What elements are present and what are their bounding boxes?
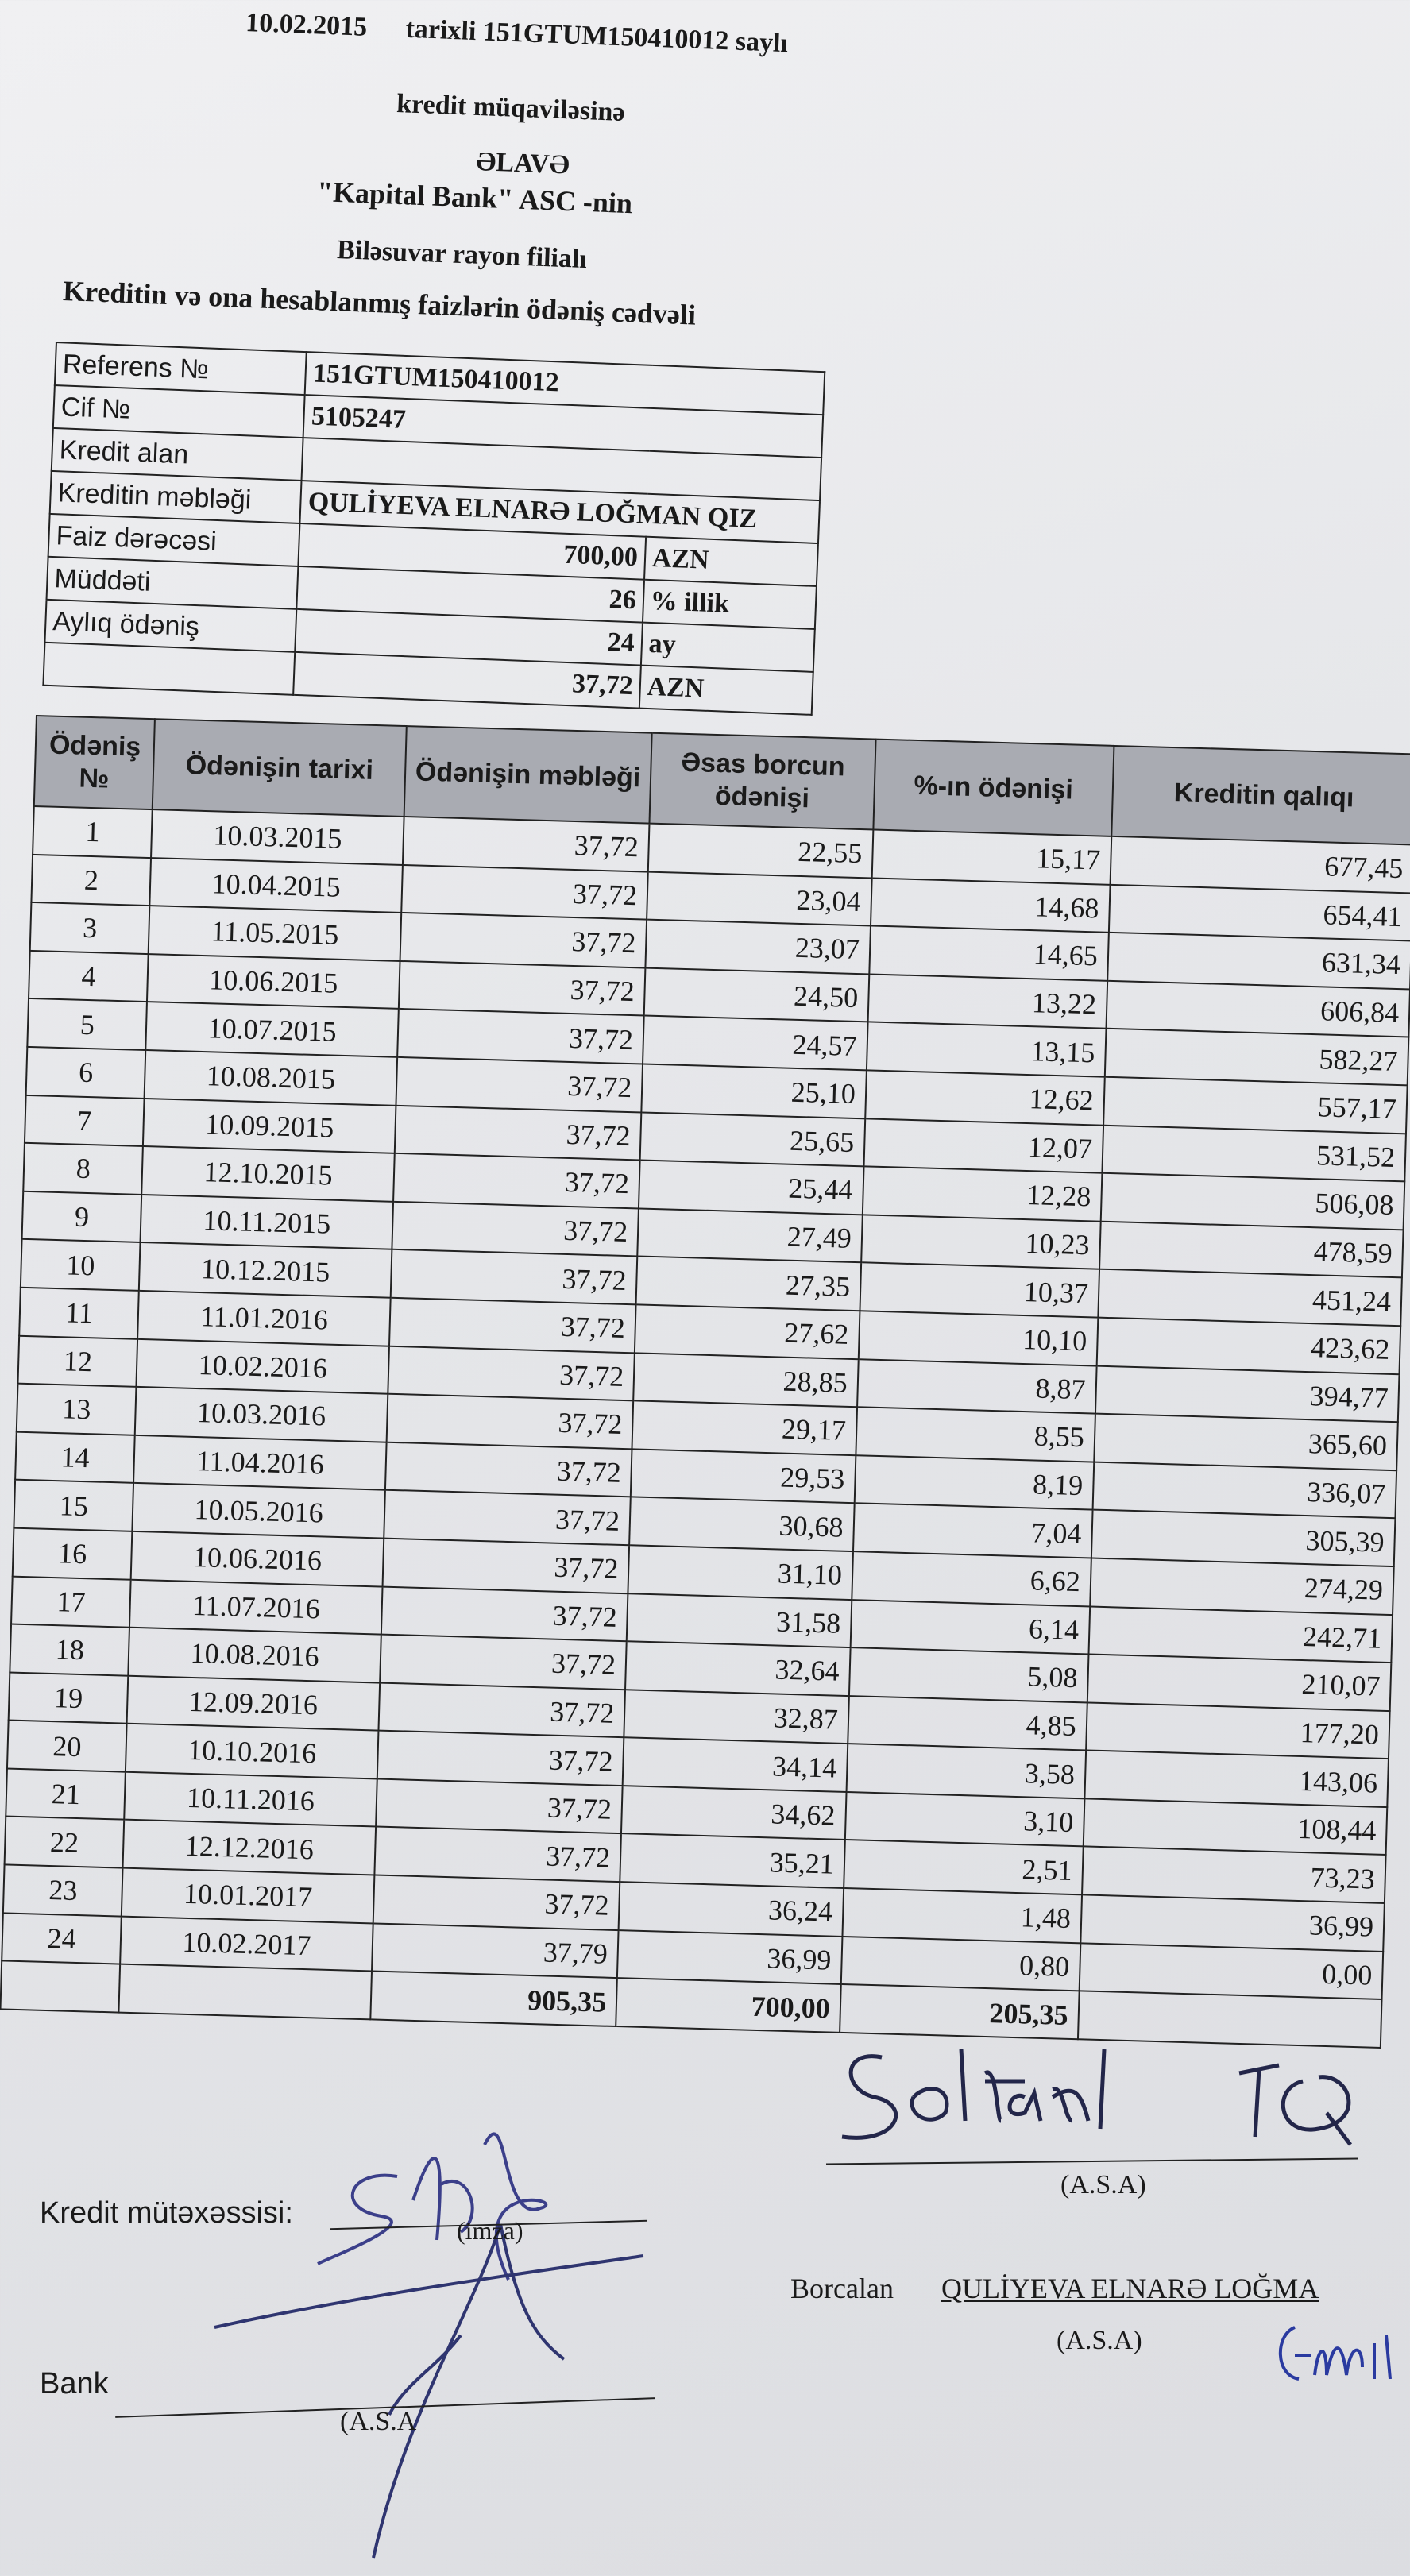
interest-payment-cell: 14,68 <box>871 878 1111 933</box>
payment-no-cell: 10 <box>21 1239 141 1291</box>
payment-amount-cell: 37,72 <box>381 1586 628 1641</box>
interest-payment-cell: 10,10 <box>859 1311 1099 1365</box>
payment-amount-cell: 37,72 <box>378 1682 625 1737</box>
payment-date-cell: 10.05.2016 <box>133 1483 385 1538</box>
info-label <box>43 643 295 695</box>
elave-heading: ƏLAVƏ <box>475 147 570 180</box>
interest-payment-cell: 6,14 <box>850 1600 1090 1655</box>
contract-date-line <box>245 8 789 59</box>
payment-no-cell: 22 <box>5 1817 125 1868</box>
payment-date-cell: 10.12.2015 <box>139 1242 392 1297</box>
payment-date-cell: 10.11.2016 <box>125 1772 377 1827</box>
bank-name: "Kapital Bank" ASC -nin <box>316 175 633 220</box>
loan-balance-cell: 210,07 <box>1087 1655 1392 1711</box>
principal-payment-cell: 27,35 <box>636 1257 861 1311</box>
info-value: 700,00 <box>299 523 646 580</box>
principal-payment-cell: 28,85 <box>633 1353 858 1407</box>
payment-no-cell: 21 <box>6 1768 126 1820</box>
loan-balance-cell: 36,99 <box>1080 1894 1385 1951</box>
info-label: Cif № <box>53 385 305 438</box>
interest-payment-cell: 2,51 <box>844 1840 1084 1894</box>
imza-label: (imza) <box>457 2216 523 2245</box>
contract-date: 10.02.2015 <box>245 8 368 42</box>
info-value: 151GTUM150410012 <box>305 352 825 415</box>
interest-payment-cell: 12,62 <box>865 1070 1105 1125</box>
interest-payment-cell: 12,28 <box>863 1166 1103 1221</box>
principal-payment-cell: 34,62 <box>621 1786 846 1840</box>
loan-balance-cell: 305,39 <box>1091 1510 1396 1566</box>
tarixli-text: tarixli <box>404 14 477 47</box>
asa-label-bank: (A.S.A <box>340 2407 417 2436</box>
totals-empty-cell <box>0 1961 120 2013</box>
payment-amount-cell: 37,72 <box>399 961 646 1016</box>
payment-date-cell: 10.11.2015 <box>141 1195 393 1249</box>
principal-payment-cell: 23,07 <box>646 920 871 974</box>
header-balance: Kreditin qalıqı <box>1111 746 1410 845</box>
interest-payment-cell: 1,48 <box>842 1888 1082 1943</box>
info-label: Faiz dərəcəsi <box>48 514 300 566</box>
payment-schedule-table <box>0 715 1410 2049</box>
payment-no-cell: 20 <box>7 1721 127 1772</box>
info-label: Kredit alan <box>52 428 303 481</box>
payment-date-cell: 11.04.2016 <box>133 1435 386 1490</box>
interest-payment-cell: 13,22 <box>867 974 1107 1029</box>
header-no-line1: Ödəniş <box>48 729 141 763</box>
payment-no-cell: 15 <box>14 1480 133 1531</box>
payment-no-cell: 16 <box>13 1528 133 1580</box>
loan-balance-cell: 631,34 <box>1107 933 1410 989</box>
principal-payment-cell: 25,65 <box>640 1112 865 1166</box>
asa-label-top: (A.S.A) <box>1060 2170 1146 2199</box>
payment-date-cell: 12.12.2016 <box>123 1820 376 1875</box>
loan-balance-cell: 336,07 <box>1092 1462 1396 1518</box>
sayli-text: saylı <box>735 26 789 59</box>
payment-date-cell: 10.03.2015 <box>151 809 404 864</box>
payment-no-cell: 6 <box>26 1047 146 1099</box>
contract-number: 151GTUM150410012 <box>482 17 730 56</box>
bank-label: Bank <box>40 2367 109 2400</box>
payment-amount-cell: 37,72 <box>386 1394 633 1449</box>
contract-text: kredit müqaviləsinə <box>396 89 626 128</box>
info-unit: AZN <box>639 666 813 715</box>
payment-amount-cell: 37,72 <box>374 1827 621 1882</box>
payment-date-cell: 12.09.2016 <box>127 1675 380 1730</box>
payment-amount-cell: 37,72 <box>373 1875 620 1930</box>
interest-payment-cell: 4,85 <box>848 1696 1087 1751</box>
payment-no-cell: 7 <box>25 1095 145 1146</box>
interest-payment-cell: 3,58 <box>846 1744 1086 1798</box>
total-amount-cell: 905,35 <box>370 1972 617 2026</box>
loan-balance-cell: 0,00 <box>1079 1943 1383 1999</box>
info-unit: AZN <box>644 537 818 586</box>
principal-payment-cell: 32,87 <box>624 1690 848 1744</box>
payment-no-cell: 13 <box>17 1384 137 1435</box>
header-payment-no <box>34 716 156 809</box>
manager-signature <box>826 2033 1398 2169</box>
loan-balance-cell: 654,41 <box>1109 884 1410 940</box>
header-interest: %-ın ödənişi <box>873 740 1114 836</box>
payment-amount-cell: 37,72 <box>389 1298 636 1353</box>
payment-no-cell: 17 <box>11 1576 131 1628</box>
payment-no-cell: 23 <box>3 1865 123 1917</box>
payment-date-cell: 11.01.2016 <box>138 1291 391 1346</box>
principal-payment-cell: 25,44 <box>639 1161 863 1215</box>
interest-payment-cell: 5,08 <box>849 1647 1089 1702</box>
info-unit: % illik <box>643 580 817 629</box>
loan-balance-cell: 606,84 <box>1106 981 1410 1037</box>
payment-date-cell: 10.01.2017 <box>122 1868 374 1923</box>
info-label: Kreditin məbləği <box>50 471 302 523</box>
total-interest-cell: 205,35 <box>840 1984 1080 2039</box>
principal-payment-cell: 25,10 <box>641 1064 866 1118</box>
info-value: 26 <box>297 566 644 623</box>
loan-balance-cell: 506,08 <box>1100 1173 1404 1230</box>
payment-no-cell: 19 <box>9 1672 129 1724</box>
payment-no-cell: 2 <box>31 855 151 906</box>
header-principal-line2: ödənişi <box>714 780 810 814</box>
payment-date-cell: 12.10.2015 <box>142 1146 395 1201</box>
payment-date-cell: 10.06.2015 <box>147 954 400 1009</box>
interest-payment-cell: 15,17 <box>871 829 1111 884</box>
info-label: Müddəti <box>47 557 299 609</box>
principal-payment-cell: 27,62 <box>635 1304 860 1358</box>
principal-payment-cell: 23,04 <box>647 871 871 925</box>
loan-balance-cell: 451,24 <box>1098 1269 1402 1326</box>
interest-payment-cell: 6,62 <box>852 1551 1091 1606</box>
payment-amount-cell: 37,72 <box>403 817 650 871</box>
loan-balance-cell: 73,23 <box>1082 1847 1386 1903</box>
document-title: Kreditin və ona hesablanmış faizlərin ödəniş cədvəli <box>62 274 697 331</box>
branch-name: Biləsuvar rayon filialı <box>336 235 588 275</box>
loan-balance-cell: 274,29 <box>1090 1558 1394 1614</box>
principal-payment-cell: 29,17 <box>632 1400 857 1454</box>
principal-payment-cell: 31,58 <box>627 1593 852 1647</box>
borrower-name: QULİYEVA ELNARƏ LOĞMA <box>941 2273 1319 2304</box>
payment-date-cell: 10.03.2016 <box>135 1387 388 1442</box>
principal-payment-cell: 27,49 <box>637 1208 862 1262</box>
loan-balance-cell: 677,45 <box>1110 836 1410 893</box>
principal-payment-cell: 29,53 <box>631 1449 856 1503</box>
payment-amount-cell: 37,72 <box>390 1249 637 1304</box>
info-value: 5105247 <box>303 395 823 458</box>
payment-no-cell: 3 <box>30 902 150 954</box>
specialist-label: Kredit mütəxəssisi: <box>40 2196 293 2230</box>
loan-balance-cell: 143,06 <box>1084 1751 1389 1807</box>
payment-amount-cell: 37,72 <box>401 865 648 920</box>
payment-amount-cell: 37,72 <box>397 1009 644 1064</box>
loan-balance-cell: 423,62 <box>1096 1318 1400 1374</box>
loan-balance-cell: 557,17 <box>1103 1077 1408 1134</box>
interest-payment-cell: 3,10 <box>845 1792 1085 1847</box>
principal-payment-cell: 35,21 <box>620 1834 844 1888</box>
payment-no-cell: 5 <box>27 998 147 1050</box>
principal-payment-cell: 22,55 <box>648 824 873 878</box>
interest-payment-cell: 10,37 <box>860 1263 1099 1318</box>
principal-payment-cell: 30,68 <box>629 1497 854 1551</box>
info-value: QULİYEVA ELNARƏ LOĞMAN QIZ <box>300 481 820 543</box>
payment-no-cell: 8 <box>23 1143 143 1195</box>
info-label: Referens № <box>55 342 307 395</box>
info-value: 24 <box>296 609 643 666</box>
interest-payment-cell: 8,87 <box>857 1359 1097 1414</box>
interest-payment-cell: 14,65 <box>869 926 1109 981</box>
principal-payment-cell: 24,50 <box>644 967 869 1022</box>
payment-date-cell: 10.08.2015 <box>145 1050 397 1105</box>
payment-no-cell: 24 <box>2 1913 122 1964</box>
payment-no-cell: 11 <box>19 1288 139 1339</box>
borrower-signature <box>1271 2311 1406 2399</box>
payment-date-cell: 10.09.2015 <box>143 1099 396 1153</box>
payment-date-cell: 10.07.2015 <box>146 1002 399 1056</box>
interest-payment-cell: 13,15 <box>867 1022 1107 1077</box>
payment-date-cell: 10.10.2016 <box>126 1724 378 1778</box>
info-value: 37,72 <box>294 652 641 709</box>
header-principal <box>650 733 876 830</box>
loan-balance-cell: 108,44 <box>1083 1798 1387 1855</box>
principal-payment-cell: 24,57 <box>643 1016 867 1070</box>
total-principal-cell: 700,00 <box>616 1978 840 2032</box>
asa-label-borrower: (A.S.A) <box>1057 2326 1142 2355</box>
principal-payment-cell: 34,14 <box>623 1737 848 1791</box>
interest-payment-cell: 10,23 <box>861 1215 1101 1269</box>
interest-payment-cell: 8,55 <box>856 1407 1095 1462</box>
payment-no-cell: 1 <box>33 806 153 858</box>
loan-balance-cell: 177,20 <box>1086 1702 1390 1759</box>
payment-amount-cell: 37,72 <box>385 1442 632 1497</box>
bank-signature <box>199 2176 675 2574</box>
interest-payment-cell: 8,19 <box>854 1455 1094 1510</box>
info-unit: ay <box>641 623 815 672</box>
payment-amount-cell: 37,72 <box>396 1057 643 1112</box>
loan-balance-cell: 365,60 <box>1094 1414 1398 1470</box>
loan-balance-cell: 582,27 <box>1105 1029 1409 1085</box>
payment-amount-cell: 37,72 <box>400 913 647 967</box>
payment-date-cell: 10.04.2015 <box>150 858 403 913</box>
principal-payment-cell: 32,64 <box>625 1641 850 1695</box>
interest-payment-cell: 7,04 <box>853 1503 1093 1558</box>
principal-payment-cell: 31,10 <box>628 1545 853 1599</box>
payment-amount-cell: 37,72 <box>380 1635 627 1690</box>
payment-no-cell: 14 <box>15 1431 135 1483</box>
header-payment-amount: Ödənişin məbləği <box>404 726 651 824</box>
payment-amount-cell: 37,72 <box>388 1346 635 1400</box>
header-payment-date: Ödənişin tarixi <box>153 719 406 817</box>
principal-payment-cell: 36,24 <box>619 1882 844 1936</box>
header-no-line2: № <box>79 763 110 794</box>
header-principal-line1: Əsas borcun <box>681 747 846 782</box>
loan-balance-cell: 478,59 <box>1099 1221 1404 1277</box>
interest-payment-cell: 0,80 <box>841 1937 1081 1991</box>
principal-payment-cell: 36,99 <box>617 1930 842 1984</box>
payment-date-cell: 11.07.2016 <box>129 1579 382 1634</box>
payment-amount-cell: 37,72 <box>395 1105 642 1160</box>
loan-balance-cell: 394,77 <box>1095 1365 1400 1422</box>
info-label: Aylıq ödəniş <box>44 600 296 652</box>
payment-amount-cell: 37,79 <box>372 1923 619 1978</box>
payment-no-cell: 9 <box>22 1191 142 1243</box>
payment-no-cell: 18 <box>10 1624 129 1676</box>
payment-amount-cell: 37,72 <box>392 1202 639 1257</box>
totals-empty-cell <box>119 1964 372 2019</box>
payment-amount-cell: 37,72 <box>393 1153 640 1208</box>
payment-date-cell: 10.02.2017 <box>121 1916 373 1971</box>
borrower-label: Borcalan <box>790 2273 894 2304</box>
payment-date-cell: 11.05.2015 <box>149 906 401 960</box>
payment-no-cell: 12 <box>17 1335 137 1387</box>
loan-balance-cell: 242,71 <box>1088 1606 1393 1663</box>
payment-date-cell: 10.02.2016 <box>137 1338 389 1393</box>
payment-amount-cell: 37,72 <box>377 1731 624 1786</box>
payment-no-cell: 4 <box>29 951 149 1002</box>
payment-date-cell: 10.06.2016 <box>131 1531 384 1586</box>
payment-amount-cell: 37,72 <box>382 1539 629 1593</box>
payment-amount-cell: 37,72 <box>384 1490 631 1545</box>
loan-balance-cell: 531,52 <box>1102 1125 1406 1181</box>
payment-date-cell: 10.08.2016 <box>129 1628 381 1682</box>
payment-amount-cell: 37,72 <box>376 1778 623 1833</box>
interest-payment-cell: 12,07 <box>863 1118 1103 1173</box>
loan-info-table <box>42 342 825 716</box>
